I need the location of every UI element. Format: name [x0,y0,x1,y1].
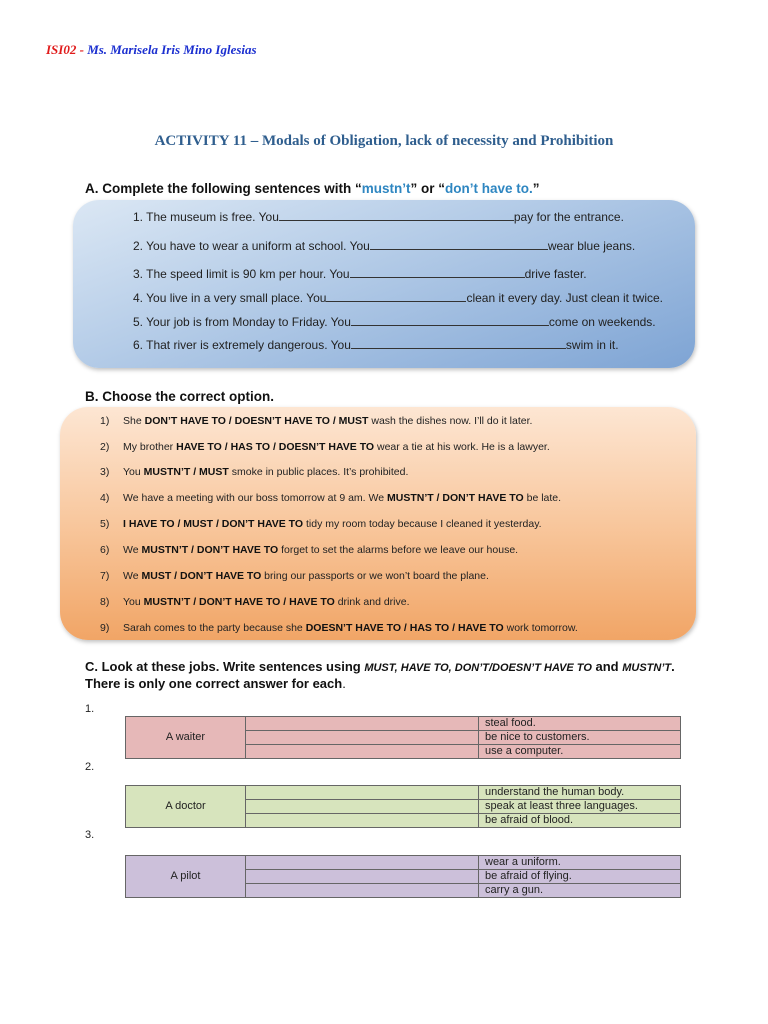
action-cell: carry a gun. [479,884,681,898]
job-number-1: 1. [85,703,95,715]
action-cell: be afraid of flying. [479,870,681,884]
table-row [126,786,681,800]
answer-blank[interactable] [351,314,549,326]
job-table-doctor [125,785,681,828]
job-name: A waiter [126,717,246,759]
action-cell: understand the human body. [479,786,681,800]
sentence-1: 1. The museum is free. You pay for the entrance. [133,210,624,224]
answer-blank[interactable] [350,266,525,278]
action-cell: be nice to customers. [479,731,681,745]
answer-cell[interactable] [246,856,479,870]
table-row [126,717,681,731]
sentence-3: 3. The speed limit is 90 km per hour. You drive faster. [133,267,587,281]
choice-options[interactable]: DON’T HAVE TO / DOESN’T HAVE TO / MUST [144,415,369,427]
job-table-waiter [125,716,681,759]
choice-item-4: 4) We have a meeting with our boss tomorrow at 9 am. We MUSTN’T / DON’T HAVE TO be late. [100,492,562,504]
answer-cell[interactable] [246,786,479,800]
action-cell: be afraid of blood. [479,814,681,828]
job-number-3: 3. [85,829,95,841]
teacher-name: Ms. Marisela Iris Mino Iglesias [87,42,257,57]
sentence-2: 2. You have to wear a uniform at school. You wear blue jeans. [133,239,636,253]
choice-options[interactable]: MUSTN’T / DON’T HAVE TO / HAVE TO [143,596,335,608]
choice-options[interactable]: DOESN’T HAVE TO / HAS TO / HAVE TO [305,622,504,634]
choice-item-6: 6) We MUSTN’T / DON’T HAVE TO forget to set the alarms before we leave our house. [100,544,519,556]
answer-blank[interactable] [279,209,514,221]
answer-cell[interactable] [246,884,479,898]
section-a-heading: A. Complete the following sentences with “mustn’t” or “don’t have to.” [85,181,540,196]
job-name: A pilot [126,856,246,898]
answer-blank[interactable] [326,290,466,302]
choice-options[interactable]: I HAVE TO / MUST / DON’T HAVE TO [123,518,304,530]
answer-cell[interactable] [246,800,479,814]
action-cell: speak at least three languages. [479,800,681,814]
activity-title: ACTIVITY 11 – Modals of Obligation, lack of necessity and Prohibition [154,133,614,149]
choice-item-5: 5) I HAVE TO / MUST / DON’T HAVE TO tidy my room today because I cleaned it yesterday. [100,518,542,530]
choice-item-2: 2) My brother HAVE TO / HAS TO / DOESN’T HAVE TO wear a tie at his work. He is a lawyer. [100,441,550,453]
sentence-4: 4. You live in a very small place. You clean it every day. Just clean it twice. [133,291,663,305]
choice-options[interactable]: MUSTN’T / MUST [143,466,229,478]
section-b-heading: B. Choose the correct option. [85,389,275,404]
answer-blank[interactable] [370,238,548,250]
choice-options[interactable]: MUSTN’T / DON’T HAVE TO [141,544,279,556]
job-table-pilot [125,855,681,898]
job-number-2: 2. [85,761,95,773]
choice-item-3: 3) You MUSTN’T / MUST smoke in public places. It’s prohibited. [100,466,409,478]
sentence-6: 6. That river is extremely dangerous. You swim in it. [133,338,619,352]
choice-options[interactable]: MUSTN’T / DON’T HAVE TO [386,492,524,504]
choice-item-9: 9) Sarah comes to the party because she DOESN’T HAVE TO / HAS TO / HAVE TO work tomorrow. [100,622,578,634]
choice-options[interactable]: HAVE TO / HAS TO / DOESN’T HAVE TO [176,441,375,453]
modal-list: MUST, HAVE TO, DON’T/DOESN’T HAVE TO [364,662,592,674]
answer-cell[interactable] [246,814,479,828]
job-name: A doctor [126,786,246,828]
section-c-heading: C. Look at these jobs. Write sentences using MUST, HAVE TO, DON’T/DOESN’T HAVE TO and MUSTN’T. There is only one correct answer for each. [85,659,675,691]
choice-item-7: 7) We MUST / DON’T HAVE TO bring our passports or we won’t board the plane. [100,570,489,582]
answer-blank[interactable] [351,337,566,349]
modal-mustnt: MUSTN’T [622,662,672,674]
answer-cell[interactable] [246,717,479,731]
choice-options[interactable]: MUST / DON’T HAVE TO [141,570,262,582]
answer-cell[interactable] [246,731,479,745]
option-mustnt: mustn’t [361,181,411,196]
action-cell: use a computer. [479,745,681,759]
course-code: ISI02 - [46,42,84,57]
option-dont-have-to: don’t have to. [445,181,533,196]
choice-item-8: 8) You MUSTN’T / DON’T HAVE TO / HAVE TO drink and drive. [100,596,410,608]
action-cell: steal food. [479,717,681,731]
answer-cell[interactable] [246,745,479,759]
sentence-5: 5. Your job is from Monday to Friday. You come on weekends. [133,315,656,329]
choice-item-1: 1) She DON’T HAVE TO / DOESN’T HAVE TO / MUST wash the dishes now. I’ll do it later. [100,415,533,427]
document-header [46,42,257,58]
table-row [126,856,681,870]
answer-cell[interactable] [246,870,479,884]
action-cell: wear a uniform. [479,856,681,870]
